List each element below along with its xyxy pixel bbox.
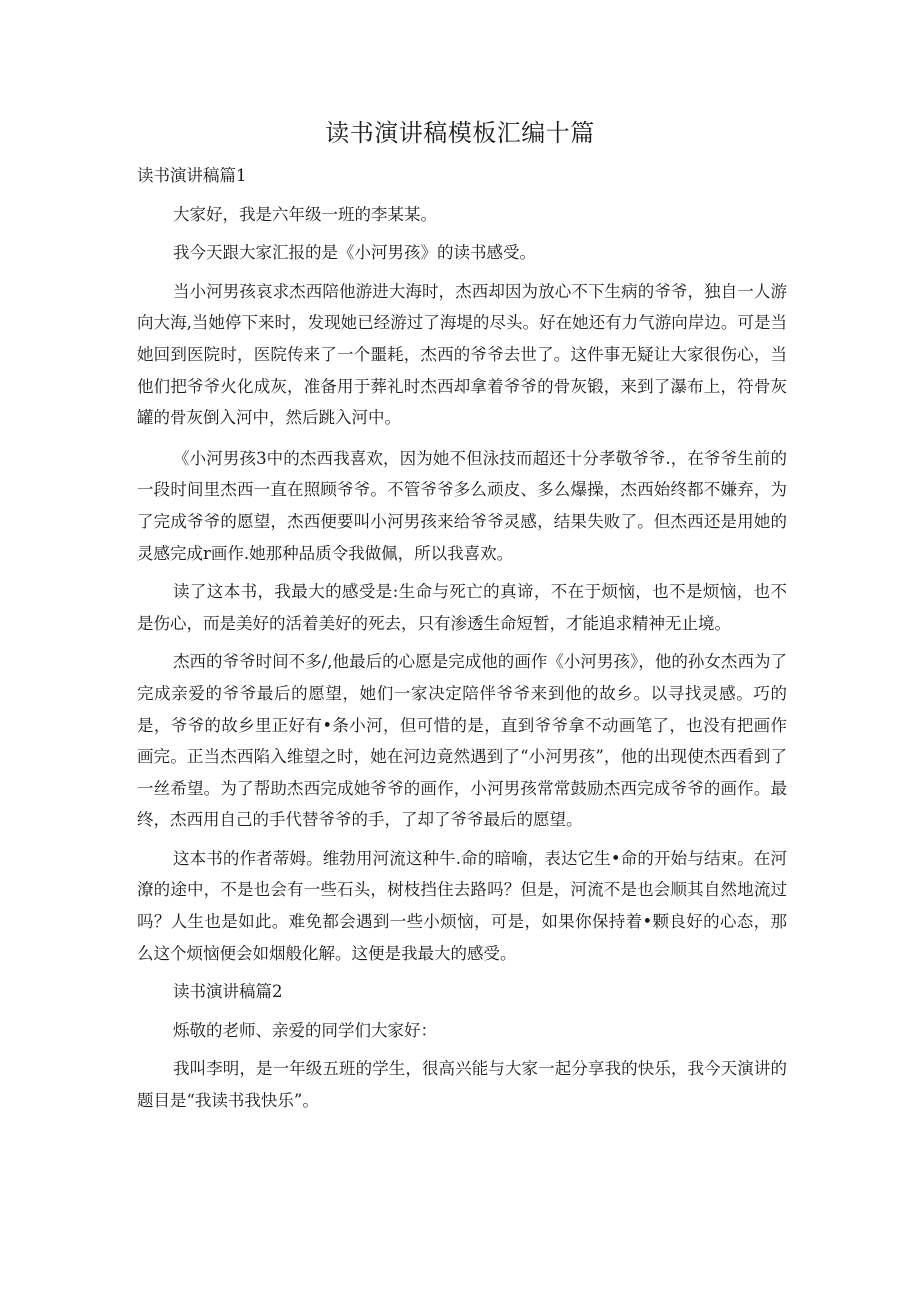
paragraph: 我叫李明，是一年级五班的学生，很高兴能与大家一起分享我的快乐，我今天演讲的题目是“我读书我快乐”。 [137, 1059, 787, 1111]
paragraph: 我今天跟大家汇报的是《小河男孩》的读书感受。 [173, 243, 536, 263]
paragraph: 烁敬的老师、亲爱的同学们大家好： [173, 1020, 437, 1040]
document-title: 读书演讲稿模板汇编十篇 [325, 119, 595, 147]
section-heading: 读书演讲稿篇1 [137, 166, 247, 185]
section-heading: 读书演讲稿篇2 [173, 982, 283, 1002]
paragraph: 当小河男孩哀求杰西陪他游进大海时，杰西却因为放心不下生病的爷爷，独自一人游向大海,当她停下来时，发现她已经游过了海堤的尽头。好在她还有力气游向岸边。可是当她回到医院时，医院传来了一个噩耗，杰西的爷爷去世了。这件事无疑让大家很伤心，当他们把爷爷火化成灰，准备用于葬礼时杰西却拿着爷爷的骨灰锻，来到了瀑布上，符骨灰罐的骨灰倒入河中，然后跳入河中。 [137, 281, 787, 428]
document-body [137, 160, 787, 1117]
paragraph: 杰西的爷爷时间不多/,他最后的心愿是完成他的画作《小河男孩》，他的孙女杰西为了完成亲爱的爷爷最后的愿望，她们一家决定陪伴爷爷来到他的故乡。以寻找灵感。巧的是，爷爷的故乡里正好有•条小河，但可惜的是，直到爷爷拿不动画笔了，也没有把画作画完。正当杰西陷入维望之时，她在河边竟然遇到了“小河男孩”，他的出现使杰西看到了一丝希望。为了帮助杰西完成她爷爷的画作，小河男孩常常鼓励杰西完成爷爷的画作。最终，杰西用自己的手代替爷爷的手，了却了爷爷最后的愿望。 [137, 652, 787, 830]
paragraph: 大家好，我是六年级一班的李某某。 [173, 204, 437, 224]
paragraph: 《小河男孩3中的杰西我喜欢，因为她不但泳技而超还十分孝敬爷爷.，在爷爷生前的一段时间里杰西一直在照顾爷爷。不管爷爷多么顽皮、多么爆操，杰西始终都不嫌弃，为了完成爷爷的愿望，杰西便要叫小河男孩来给爷爷灵感，结果失败了。但杰西还是用她的灵感完成r画作.她那种品质令我做佩，所以我喜欢。 [137, 448, 787, 563]
paragraph: 这本书的作者蒂姆。维勃用河流这种牛.命的暗喻，表达它生•命的开始与结束。在河潦的途中，不是也会有一些石头，树枝挡住去路吗？但是，河流不是也会顺其自然地流过吗？人生也是如此。难免都会遇到一些小烦恼，可是，如果你保持着•颗良好的心态，那么这个烦恼便会如烟般化解。这便是我最大的感受。 [137, 848, 787, 963]
paragraph: 读了这本书，我最大的感受是:生命与死亡的真谛，不在于烦恼，也不是烦恼，也不是伤心，而是美好的活着美好的死去，只有渗透生命短暂，才能追求精神无止境。 [137, 582, 787, 633]
